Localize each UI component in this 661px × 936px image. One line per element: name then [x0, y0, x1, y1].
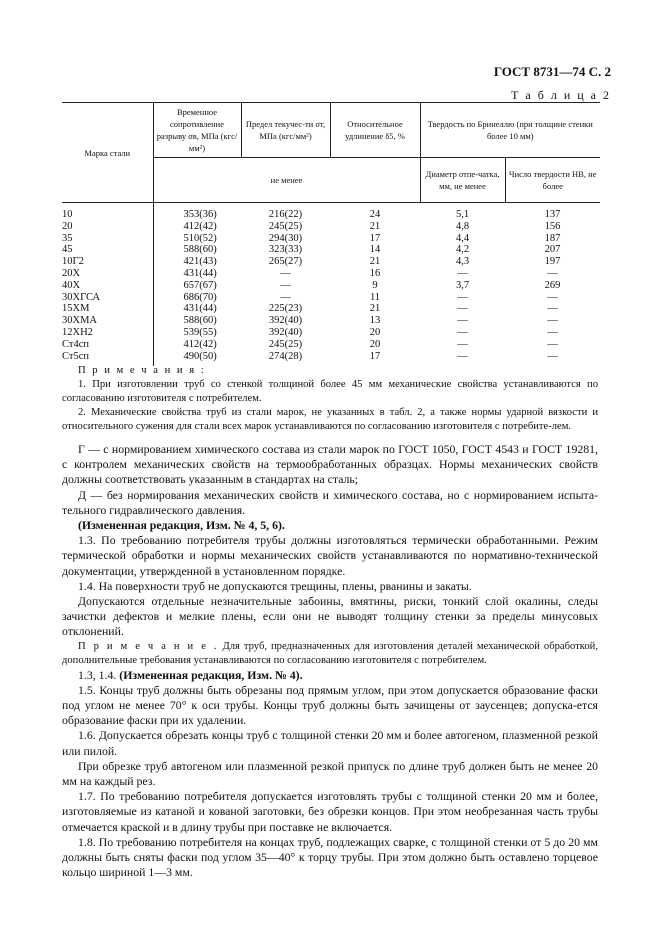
table-cell: —: [457, 350, 468, 362]
table-cell: 392(40): [268, 326, 303, 338]
notes-title: П р и м е ч а н и я :: [78, 365, 206, 376]
table-row: [62, 233, 600, 245]
table-cell: 490(50): [183, 350, 217, 362]
table-cell: 269: [544, 279, 561, 291]
table-cell: 4,8: [455, 220, 470, 232]
table-cell: 21: [369, 220, 381, 232]
table-cell: 207: [544, 244, 561, 256]
table-cell: 30ХГСА: [62, 292, 153, 304]
table-row: [62, 203, 600, 221]
properties-table: [62, 102, 600, 366]
table-cell: 20: [369, 338, 381, 350]
table-cell: —: [457, 315, 468, 327]
paragraph-1-5: 1.5. Концы труб должны быть обрезаны под прямым углом, при этом допускается образование фаски под углом не менее 70° к оси трубы. Концы труб должны быть зачищены от заусенцев; допуска-ется образование фаски при их удалении.: [62, 682, 598, 728]
table-cell: 30ХМА: [62, 315, 153, 327]
edit-note-2: 1.3, 1.4. (Измененная редакция, Изм. № 4).: [78, 667, 303, 682]
table-cell: 412(42): [183, 220, 217, 232]
note-2: 2. Механические свойства труб из стали марок, не указанных в табл. 2, а также нормы ударной вязкости и относительного сужения для стали всех марок устанавливаются по согласованию изготовителя с потребите-лем.: [62, 407, 598, 432]
body-text: [62, 364, 598, 880]
table-cell: 17: [369, 232, 381, 244]
table-cell: 4,2: [455, 244, 470, 256]
table-cell: —: [457, 338, 468, 350]
header-hb: Число твердости НВ, не более: [505, 158, 600, 203]
table-row: [62, 339, 600, 351]
table-cell: 421(43): [183, 256, 217, 268]
table-cell: —: [547, 315, 558, 327]
table-cell: 20: [62, 221, 153, 233]
paragraph-1-3: 1.3. По требованию потребителя трубы должны изготовляться термически обработанными. Режим термической обработки и нормы механических свойств устанавливаются по нормативно-технической документации, утвержденной в установленном порядке.: [62, 533, 598, 578]
table-cell: 5,1: [455, 209, 470, 220]
table-cell: 13: [369, 315, 381, 327]
table-row: [62, 221, 600, 233]
table-cell: 588(60): [183, 244, 217, 256]
table-cell: 45: [62, 244, 153, 256]
table-cell: 21: [369, 256, 381, 268]
table-row: [62, 292, 600, 304]
paragraph-1-8: 1.8. По требованию потребителя на концах труб, подлежащих сварке, с толщиной стенки от 5 до 20 мм должны быть сняты фаски под углом 35—40° к торцу трубы. При этом должно быть оставлено торцевое кольцо шириной 1—3 мм.: [62, 834, 598, 880]
table-cell: —: [547, 267, 558, 279]
table-cell: —: [547, 291, 558, 303]
table-cell: 225(23): [268, 303, 303, 315]
table-cell: 216(22): [268, 209, 303, 220]
note-1: 1. При изготовлении труб со стенкой толщиной более 45 мм механические свойства устанавливаются по согласованию изготовителя с потребителем.: [62, 379, 598, 404]
table-cell: 10: [62, 203, 153, 221]
table-row: [62, 244, 600, 256]
paragraph-d: Д — без нормирования механических свойств и химического состава, но с нормированием испыта-тельного гидравлического давления.: [62, 487, 598, 517]
table-row: [62, 327, 600, 339]
table-cell: 539(55): [183, 326, 217, 338]
table-cell: 9: [372, 279, 378, 291]
table-cell: —: [457, 267, 468, 279]
paragraph-1-6-b: При обрезке труб автогеном или плазменной резкой припуск по длине труб должен быть не менее 20 мм на каждый рез.: [62, 758, 598, 789]
table-cell: 156: [544, 220, 561, 232]
table-cell: 245(25): [268, 338, 303, 350]
table-cell: 137: [544, 209, 561, 220]
table-cell: —: [457, 291, 468, 303]
table-cell: 4,3: [455, 256, 470, 268]
header-min: не менее: [153, 158, 420, 203]
table-cell: 265(27): [268, 256, 303, 268]
table-cell: 657(67): [183, 279, 217, 291]
table-cell: 510(52): [183, 232, 217, 244]
table-cell: —: [547, 350, 558, 362]
table-cell: 392(40): [268, 315, 303, 327]
header-yield: Предел текучес-ти σт, МПа (кгс/мм²): [241, 103, 330, 158]
paragraph-g: Г — с нормированием химического состава из стали марок по ГОСТ 1050, ГОСТ 4543 и ГОСТ 19281, с контролем механических свойств на термообработанных образцах. Нормы механических свойств должны соответствовать указанным в стандартах на сталь;: [62, 442, 598, 487]
table-cell: 323(33): [268, 244, 303, 256]
table-cell: —: [280, 267, 291, 279]
table-cell: —: [547, 303, 558, 315]
standard-header: ГОСТ 8731—74 С. 2: [493, 64, 611, 79]
table-cell: 686(70): [183, 291, 217, 303]
table-cell: 14: [369, 244, 381, 256]
edit-note-1: (Измененная редакция, Изм. № 4, 5, 6).: [78, 518, 285, 533]
table-cell: —: [547, 338, 558, 350]
paragraph-1-7: 1.7. По требованию потребителя допускается изготовлять трубы с толщиной стенки 20 мм и более, изготовляемые из катаной и кованой заготовки, без обрезки концов. При этом необрезанная часть трубы отмечается краской и в длину трубы при поставке не включается.: [62, 789, 598, 834]
table-cell: 588(60): [183, 315, 217, 327]
table-cell: Ст4сп: [62, 339, 153, 351]
table-cell: —: [547, 326, 558, 338]
table-cell: —: [457, 326, 468, 338]
table-cell: 17: [369, 350, 381, 362]
table-caption: Т а б л и ц а 2: [511, 88, 611, 102]
table-cell: 274(28): [268, 350, 303, 362]
table-cell: 20: [369, 326, 381, 338]
table-row: [62, 268, 600, 280]
table-cell: 12ХН2: [62, 327, 153, 339]
table-cell: 21: [369, 303, 381, 315]
table-cell: 353(36): [183, 209, 217, 220]
table-cell: 294(30): [268, 232, 303, 244]
header-elongation: Относительное удлинение δ5, %: [330, 103, 420, 158]
table-cell: 11: [369, 291, 381, 303]
table-row: [62, 256, 600, 268]
header-tensile: Временное сопротивление разрыву σв, МПа (кгс/мм²): [153, 103, 241, 158]
table-row: [62, 315, 600, 327]
table-body: [62, 203, 600, 367]
table-cell: 20Х: [62, 268, 153, 280]
table-cell: 197: [544, 256, 561, 268]
table-cell: 35: [62, 233, 153, 245]
table-cell: 15ХМ: [62, 303, 153, 315]
paragraph-1-4: 1.4. На поверхности труб не допускаются трещины, плены, рванины и закаты.: [78, 578, 472, 593]
table-cell: 245(25): [268, 220, 303, 232]
table-cell: 3,7: [455, 279, 470, 291]
table-cell: —: [280, 279, 291, 291]
table-cell: 16: [369, 267, 381, 279]
note-paragraph: П р и м е ч а н и е . Для труб, предназначенных для изготовления деталей механической обработкой, дополнительные требования устанавливаются по согласованию изготовителя с потребителем.: [62, 640, 599, 666]
table-cell: —: [457, 303, 468, 315]
table-cell: Ст5сп: [62, 351, 153, 367]
table-row: [62, 280, 600, 292]
header-diameter: Диаметр отпе-чатка, мм, не менее: [420, 158, 505, 203]
paragraph-1-4-b: Допускаются отдельные незначительные забоины, вмятины, риски, тонкий слой окалины, следы зачистки дефектов и мелкие плены, если они не выводят толщину стенки за пределы минусовых отклонений.: [62, 594, 598, 639]
table-cell: 24: [369, 209, 381, 220]
table-cell: 431(44): [183, 303, 217, 315]
table-cell: 40Х: [62, 280, 153, 292]
table-cell: 10Г2: [62, 256, 153, 268]
table-cell: —: [280, 291, 291, 303]
table-cell: 4,4: [455, 232, 470, 244]
header-hardness: Твердость по Бринеллю (при толщине стенки более 10 мм): [420, 103, 600, 158]
table-cell: 431(44): [183, 267, 217, 279]
table-cell: 412(42): [183, 338, 217, 350]
table-row: [62, 303, 600, 315]
paragraph-1-6: 1.6. Допускается обрезать концы труб с толщиной стенки 20 мм и более автогеном, плазменной резкой или пилой.: [62, 728, 598, 758]
table-cell: 187: [544, 232, 561, 244]
header-grade: Марка стали: [62, 103, 153, 203]
